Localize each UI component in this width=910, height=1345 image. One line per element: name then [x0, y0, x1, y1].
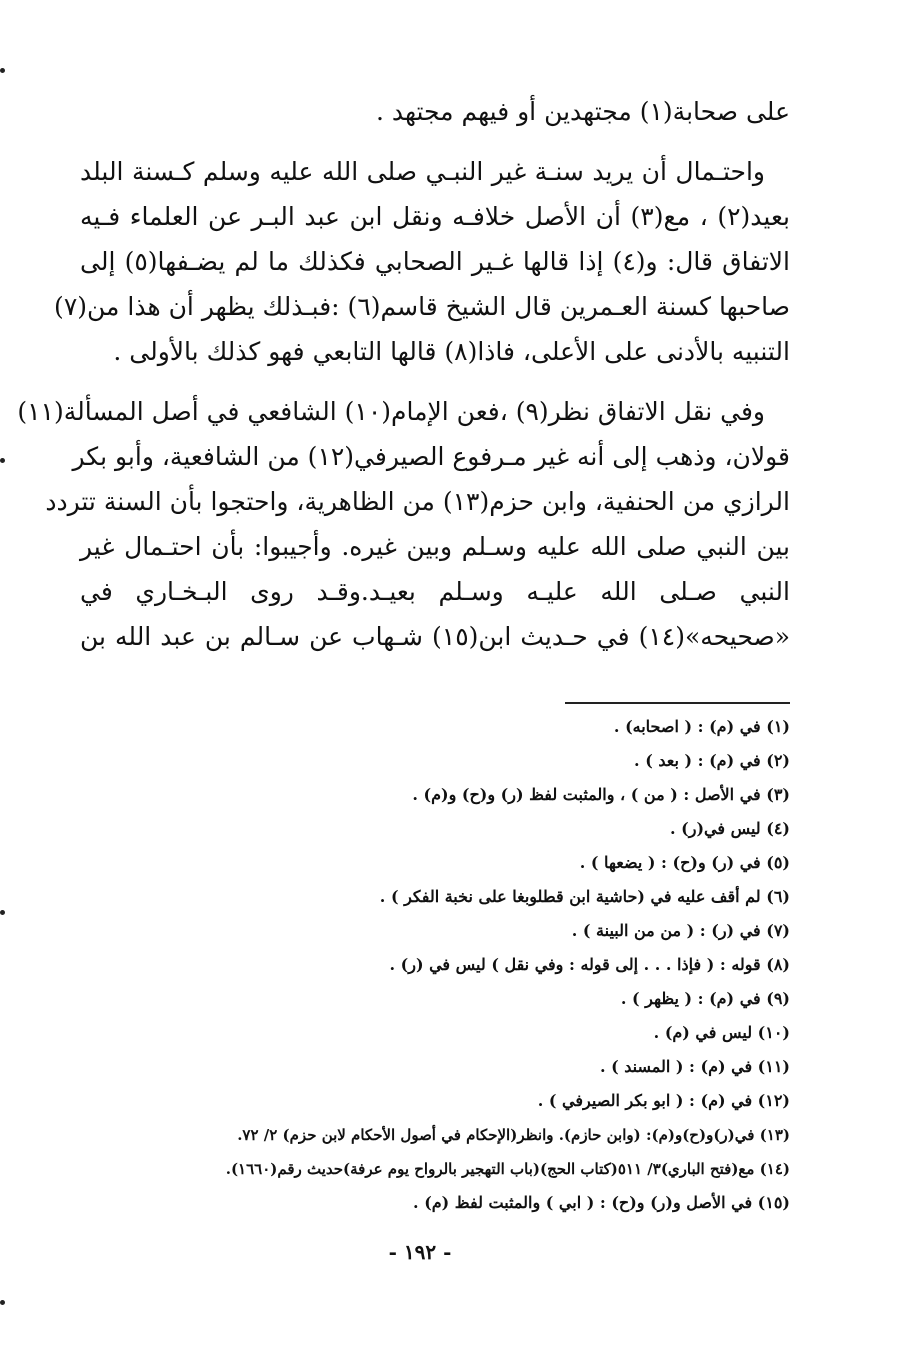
body-line: على صحابة(١) مجتهدين أو فيهم مجتهد .: [375, 97, 790, 126]
body-line: الاتفاق قال: و(٤) إذا قالها غـير الصحابي فكذلك ما لم يضـفها(٥) إلى: [80, 247, 790, 276]
body-line: قولان، وذهب إلى أنه غير مـرفوع الصيرفي(١٢) من الشافعية، وأبو بكر: [72, 442, 790, 471]
body-line: التنبيه بالأدنى على الأعلى، فاذا(٨) قالها التابعي فهو كذلك بالأولى .: [113, 337, 790, 366]
footnote: (٥) في (ر) و(ح) : ( يضعها ) .: [579, 853, 790, 872]
footnote: (٣) في الأصل : ( من ) ، والمثبت لفظ (ر) و(ح) و(م) .: [412, 785, 790, 804]
body-line: بين النبي صلى الله عليه وسـلم وبين غيره. وأجيبوا: بأن احتـمال غير: [80, 532, 790, 561]
scan-speck: [0, 1300, 5, 1305]
footnote: (١٠) ليس في (م) .: [653, 1023, 790, 1042]
footnote: (٤) ليس في(ر) .: [670, 819, 790, 838]
footnote: (١٥) في الأصل و(ر) و(ح) : ( ابي ) والمثبت لفظ (م) .: [413, 1193, 790, 1212]
footnote: (١) في (م) : ( اصحابه) .: [613, 717, 790, 736]
footnote: (١٢) في (م) : ( ابو بكر الصيرفي ) .: [537, 1091, 790, 1110]
footnote: (١٣) في(ر)و(ح)و(م): (وابن حازم). وانظر(الإحكام في أصول الأحكام لابن حزم) ٢/ ٧٢.: [237, 1126, 790, 1144]
footnote: (٩) في (م) : ( يظهر ) .: [620, 989, 790, 1008]
footnote: (٨) قوله : ( فإذا . . . إلى قوله : وفي نقل ) ليس في (ر) .: [389, 955, 790, 974]
page-number: - ١٩٢ -: [388, 1240, 452, 1264]
footnote: (٧) في (ر) : ( من من البينة ) .: [571, 921, 790, 940]
footnote: (١٤) مع(فتح الباري)٣/ ٥١١(كتاب الحج)(باب التهجير بالرواح يوم عرفة)حديث رقم(١٦٦٠).: [225, 1160, 790, 1178]
body-line: الرازي من الحنفية، وابن حزم(١٣) من الظاهرية، واحتجوا بأن السنة تتردد: [45, 487, 790, 516]
footnote: (٦) لم أقف عليه في (حاشية ابن قطلوبغا على نخبة الفكر ) .: [379, 887, 790, 906]
scan-speck: [0, 68, 5, 73]
footnote: (٢) في (م) : ( بعد ) .: [634, 751, 790, 770]
body-line: بعيد(٢) ، مع(٣) أن الأصل خلافـه ونقل ابن عبد البـر عن العلماء فـيه: [80, 202, 790, 231]
body-line: النبي صـلى الله عليـه وسـلم بعيـد.وقـد روى البـخـاري في: [80, 577, 790, 606]
footnote: (١١) في (م) : ( المسند ) .: [599, 1057, 790, 1076]
body-line: «صحيحه»(١٤) في حـديث ابن(١٥) شـهاب عن سـالم بن عبد الله بن: [80, 622, 790, 651]
scan-speck: [0, 458, 5, 463]
scan-speck: [0, 910, 5, 915]
body-line: وفي نقل الاتفاق نظر(٩) ،فعن الإمام(١٠) الشافعي في أصل المسألة(١١): [17, 397, 765, 426]
body-line: صاحبها كسنة العـمرين قال الشيخ قاسم(٦) :فبـذلك يظهر أن هذا من(٧): [54, 292, 790, 321]
body-line: واحتـمال أن يريد سنـة غير النبـي صلى الله عليه وسلم كـسنة البلد: [80, 157, 765, 186]
footnote-divider: [565, 702, 790, 704]
